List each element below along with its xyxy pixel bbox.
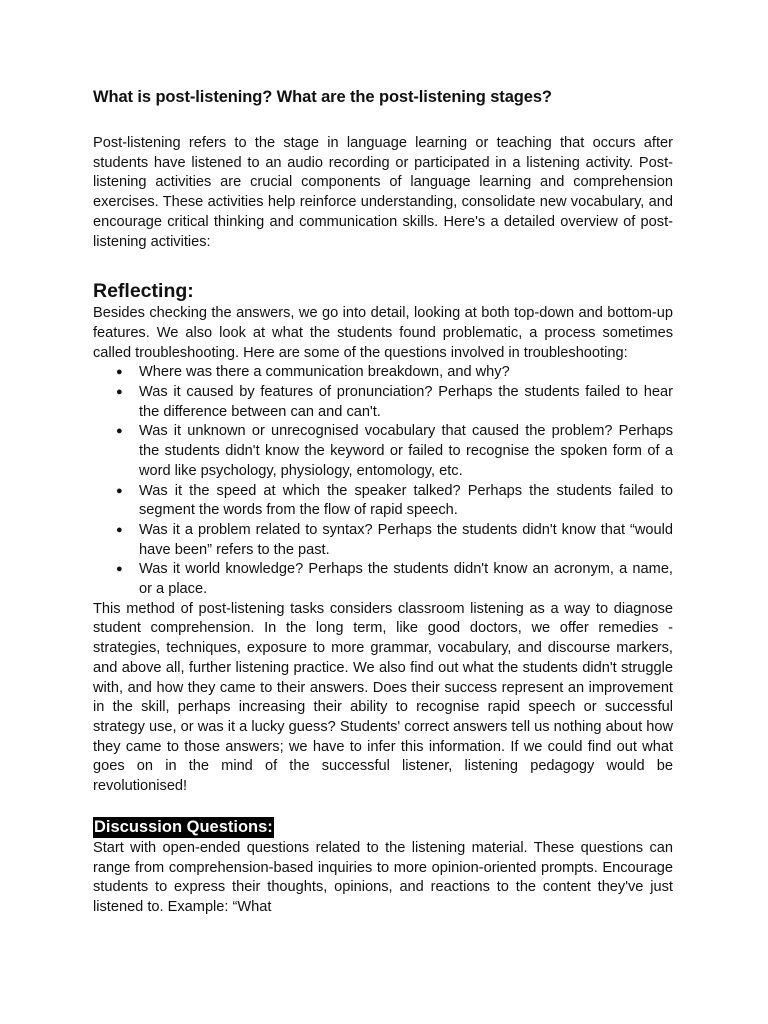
list-item-text: Was it a problem related to syntax? Perhaps the students didn't know that “would have been” refers to the past. <box>139 521 673 558</box>
bullet-icon: ● <box>116 563 123 576</box>
bullet-icon: ● <box>116 425 123 438</box>
intro-paragraph: Post-listening refers to the stage in language learning or teaching that occurs after students have listened to an audio recording or participated in a listening activity. Post-listening activities are crucial components of language learning and comprehension exercises. These activities help reinforce understanding, consolidate new vocabulary, and encourage critical thinking and communication skills. Here's a detailed overview of post-listening activities: <box>93 135 673 250</box>
troubleshooting-list <box>93 363 673 599</box>
reflecting-heading: Reflecting: <box>93 280 194 303</box>
list-item <box>93 363 673 383</box>
list-item-text: Was it world knowledge? Perhaps the students didn't know an acronym, a name, or a place. <box>139 561 673 598</box>
list-item-text: Was it unknown or unrecognised vocabulary that caused the problem? Perhaps the students didn't know the keyword or failed to recognise the spoken form of a word like psychology, physiology, entomology, etc. <box>139 423 673 479</box>
bullet-icon: ● <box>116 366 123 379</box>
reflecting-closing-paragraph: This method of post-listening tasks considers classroom listening as a way to diagnose student comprehension. In the long term, like good doctors, we offer remedies - strategies, techniques, exposure to more grammar, vocabulary, and discourse markers, and above all, further listening practice. We also find out what the students didn't struggle with, and how they came to their answers. Does their success represent an improvement in the skill, perhaps increasing their ability to recognise rapid speech or successful strategy use, or was it a lucky guess? Students' correct answers tell us nothing about how they came to those answers; we have to infer this information. If we could find out what goes on in the mind of the successful listener, listening pedagogy would be revolutionised! <box>93 600 673 795</box>
list-item <box>93 560 673 599</box>
bullet-icon: ● <box>116 386 123 399</box>
list-item <box>93 422 673 481</box>
bullet-icon: ● <box>116 523 123 536</box>
bullet-icon: ● <box>116 484 123 497</box>
list-item <box>93 383 673 422</box>
document-page <box>93 86 673 918</box>
discussion-heading: Discussion Questions: <box>94 817 273 836</box>
discussion-paragraph: Start with open-ended questions related to the listening material. These questions can range from comprehension-based inquiries to more opinion-oriented prompts. Encourage students to express their thoughts, opinions, and reactions to the content they've just listened to. Example: “What <box>93 839 673 915</box>
document-title: What is post-listening? What are the post-listening stages? <box>93 88 552 106</box>
list-item <box>93 521 673 560</box>
reflecting-paragraph: Besides checking the answers, we go into detail, looking at both top-down and bottom-up features. We also look at what the students found problematic, a process sometimes called troubleshooting. Here are some of the questions involved in troubleshooting: <box>93 305 673 361</box>
list-item-text: Was it the speed at which the speaker talked? Perhaps the students failed to segment the words from the flow of rapid speech. <box>139 482 673 519</box>
list-item <box>93 482 673 521</box>
list-item-text: Was it caused by features of pronunciation? Perhaps the students failed to hear the difference between can and can't. <box>139 384 673 420</box>
discussion-heading-wrap <box>93 817 673 839</box>
list-item-text: Where was there a communication breakdown, and why? <box>139 364 510 381</box>
